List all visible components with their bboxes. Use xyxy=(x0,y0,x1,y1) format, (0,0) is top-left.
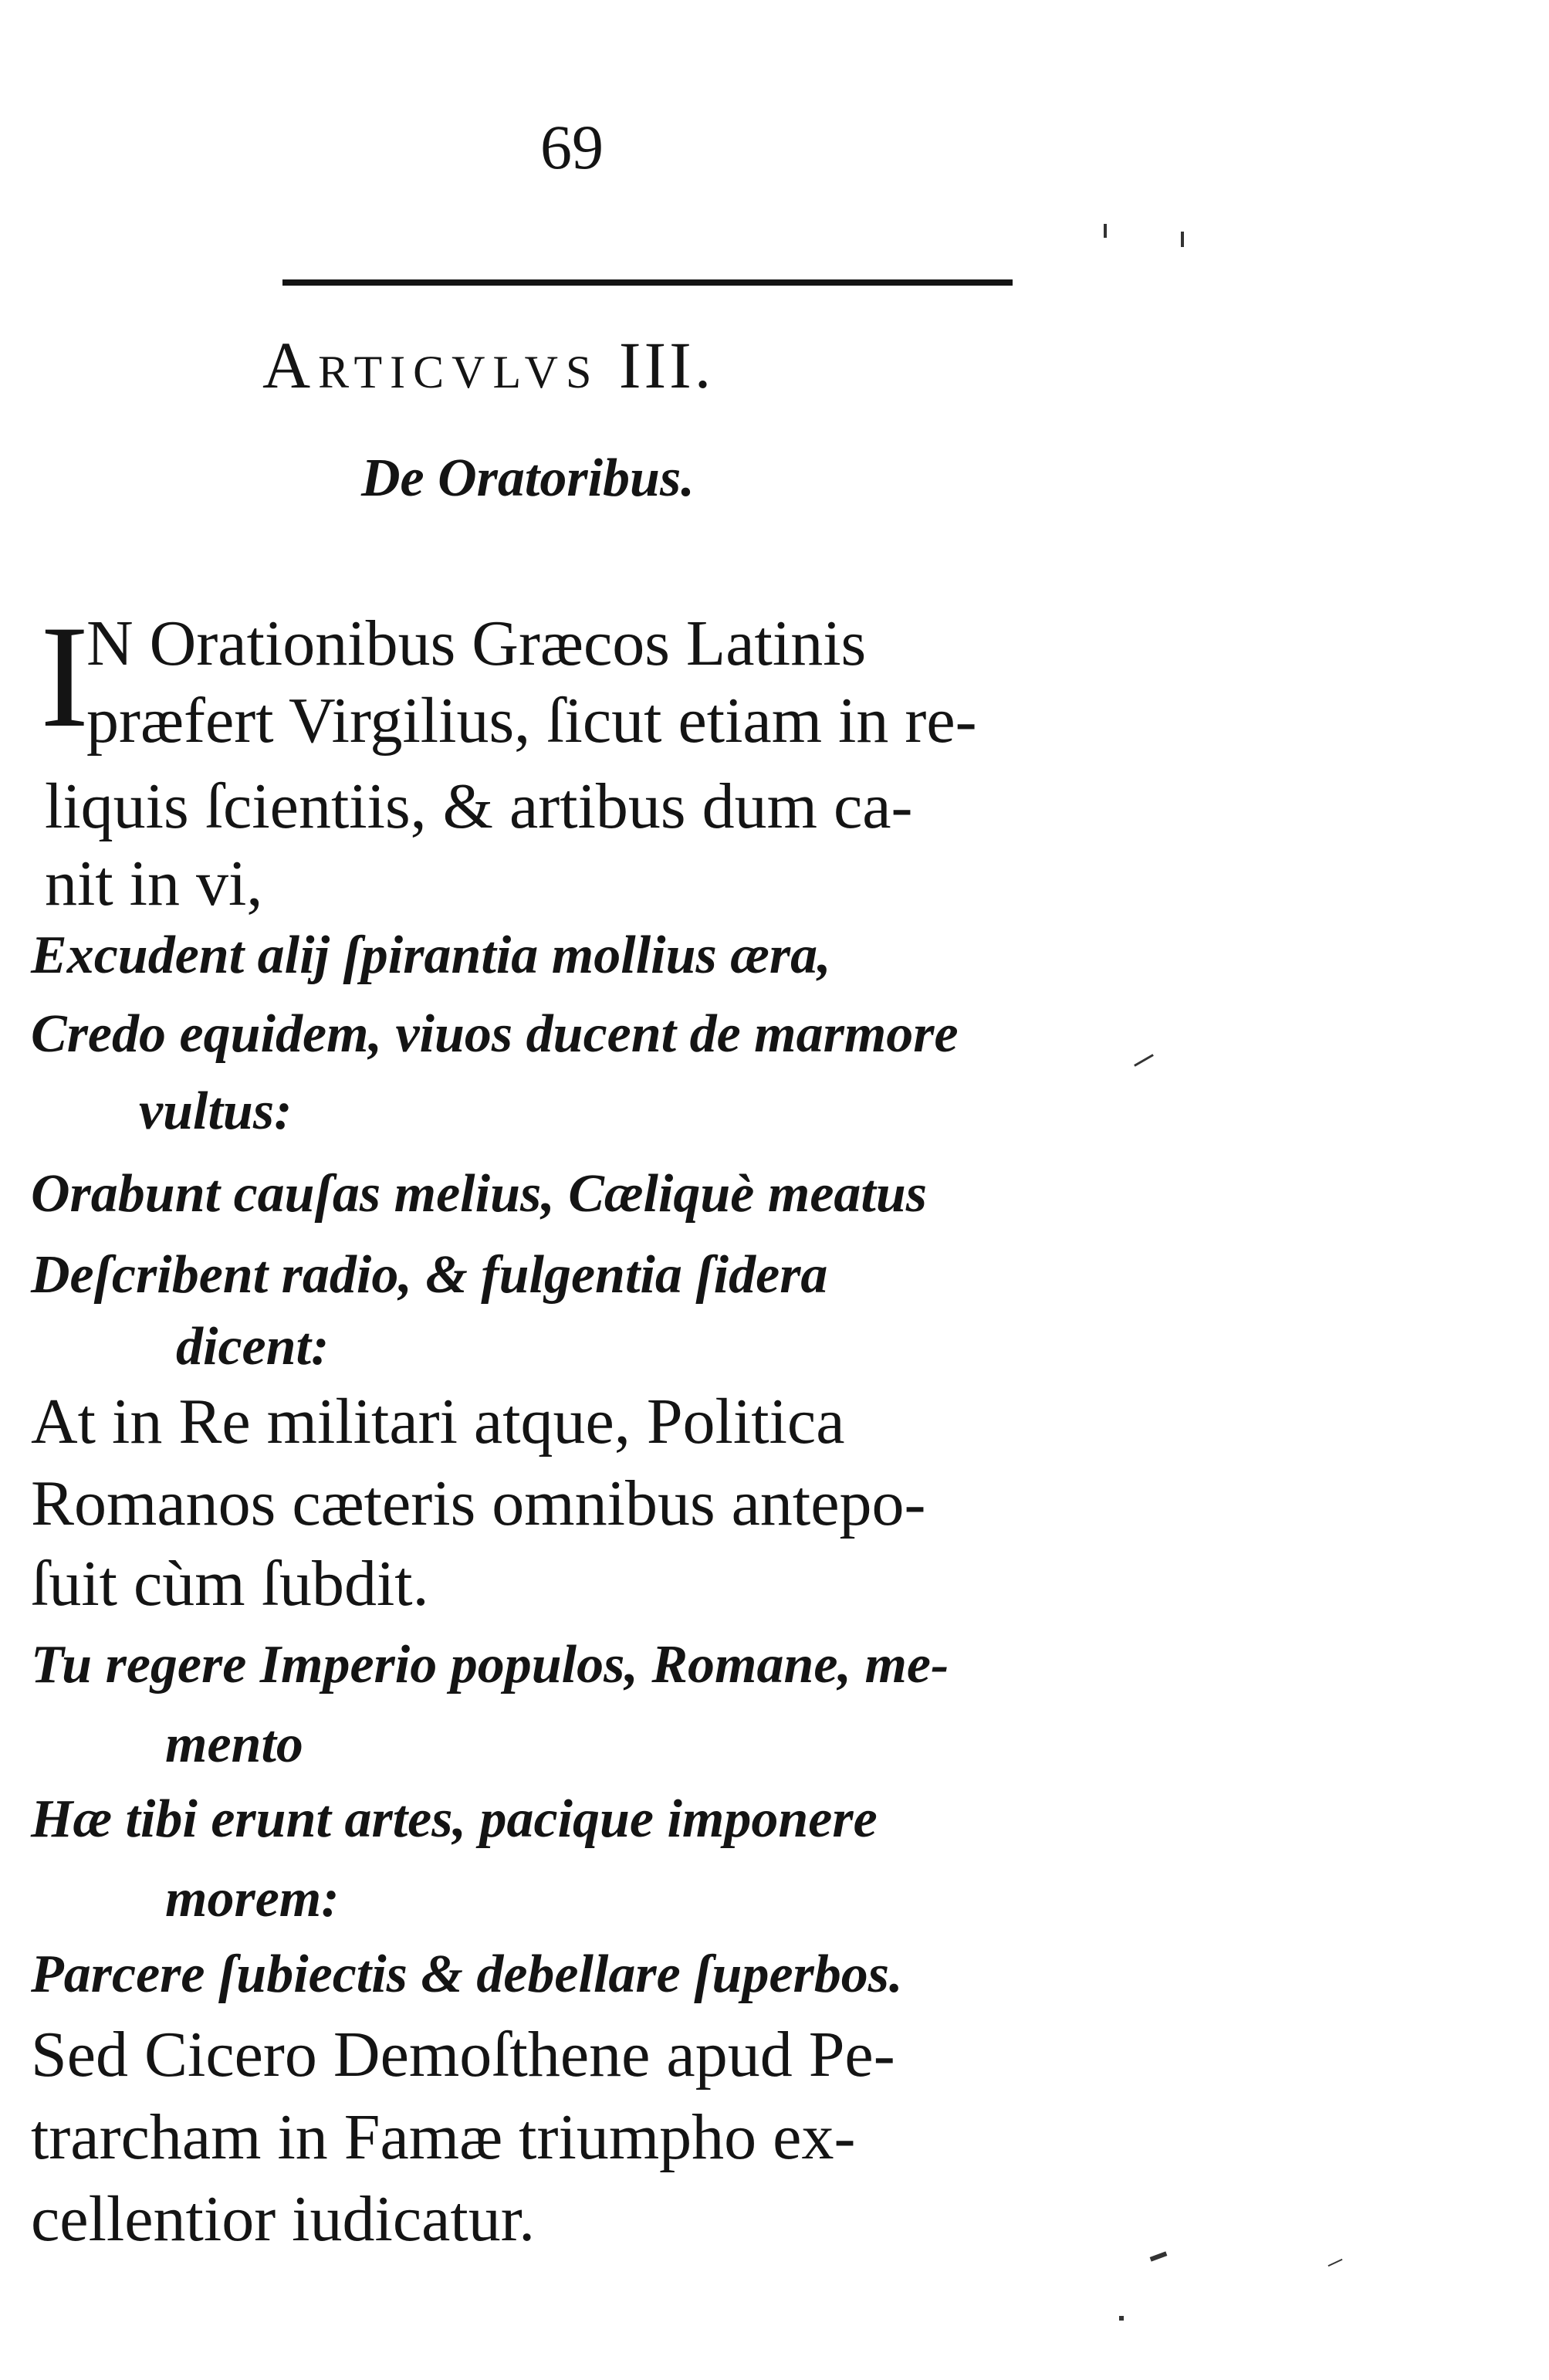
verse-1-line-3: vultus: xyxy=(139,1082,293,1141)
verse-2-line-5: Parcere ſubiectis & debellare ſuperbos. xyxy=(31,1945,903,2004)
scan-speck xyxy=(1150,2251,1168,2261)
paragraph-2-line-3: ſuit cùm ſubdit. xyxy=(31,1548,429,1620)
verse-1-line-4: Orabunt cauſas melius, Cæliquè meatus xyxy=(31,1164,928,1224)
article-heading-label: Articvlvs xyxy=(262,328,600,402)
paragraph-2-line-1: At in Re militari atque, Politica xyxy=(31,1386,845,1457)
verse-2-line-1: Tu regere Imperio populos, Romane, me- xyxy=(31,1635,949,1694)
paragraph-1-line-2: præfert Virgilius, ſicut etiam in re- xyxy=(86,685,977,757)
drop-cap: I xyxy=(40,596,90,758)
article-heading xyxy=(262,328,715,402)
article-subheading: De Oratoribus. xyxy=(361,449,695,508)
verse-2-line-4: morem: xyxy=(165,1869,340,1928)
verse-1-line-6: dicent: xyxy=(176,1317,330,1376)
paragraph-3-line-1: Sed Cicero Demoſthene apud Pe- xyxy=(31,2019,895,2091)
article-heading-number: III. xyxy=(618,328,715,402)
page-number: 69 xyxy=(540,112,604,182)
paragraph-1-line-4: nit in vi, xyxy=(45,848,263,919)
verse-2-line-3: Hæ tibi erunt artes, pacique imponere xyxy=(31,1789,878,1849)
scan-speck xyxy=(1119,2316,1124,2321)
paragraph-3-line-3: cellentior iudicatur. xyxy=(31,2183,536,2255)
scan-speck xyxy=(1181,232,1184,247)
paragraph-1-line-1: N Orationibus Græcos Latinis xyxy=(86,608,867,679)
verse-1-line-1: Excudent alij ſpirantia mollius æra, xyxy=(31,926,831,985)
verse-2-line-2: mento xyxy=(165,1715,303,1774)
paragraph-3-line-2: trarcham in Famæ triumpho ex- xyxy=(31,2101,856,2173)
verse-1-line-5: Deſcribent radio, & fulgentia ſidera xyxy=(31,1245,828,1305)
scan-speck xyxy=(1328,2259,1343,2267)
scan-speck xyxy=(1134,1054,1154,1067)
paragraph-2-line-2: Romanos cæteris omnibus antepo- xyxy=(31,1468,926,1539)
header-rule xyxy=(282,279,1013,286)
paragraph-1-line-3: liquis ſcientiis, & artibus dum ca- xyxy=(45,770,913,842)
verse-1-line-2: Credo equidem, viuos ducent de marmore xyxy=(31,1004,959,1064)
scan-speck xyxy=(1104,224,1107,238)
